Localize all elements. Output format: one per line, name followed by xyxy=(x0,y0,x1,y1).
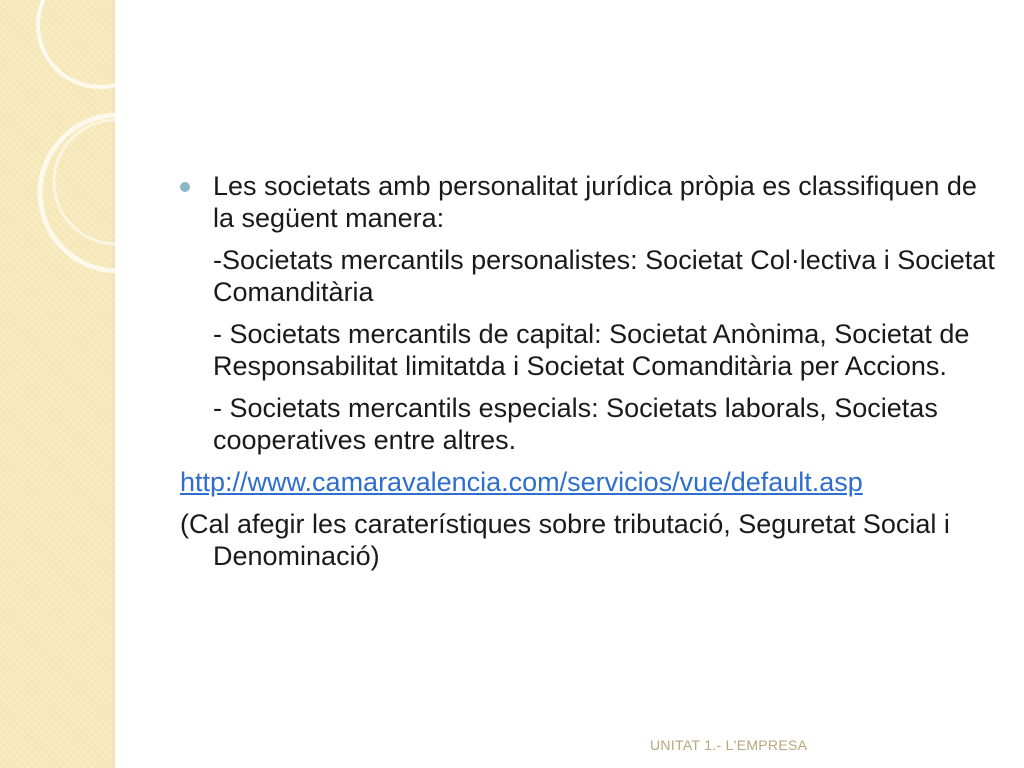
link-paragraph xyxy=(180,466,1000,498)
item-personalistes: -Societats mercantils personalistes: Societat Col·lectiva i Societat Comanditària xyxy=(213,245,995,307)
bullet-dot-icon xyxy=(180,182,190,192)
intro-text: Les societats amb personalitat jurídica pròpia es classifiquen de la següent manera: xyxy=(213,171,977,233)
note-text: (Cal afegir les caraterístiques sobre tributació, Seguretat Social i Denominació) xyxy=(180,509,950,571)
ring-inner xyxy=(54,120,178,244)
footer-label: UNITAT 1.- L'EMPRESA xyxy=(650,737,808,753)
ring-top xyxy=(38,0,162,87)
camara-valencia-link[interactable]: http://www.camaravalencia.com/servicios/vue/default.asp xyxy=(180,467,863,497)
bullet-intro xyxy=(180,170,1000,234)
item-capital: - Societats mercantils de capital: Societat Anònima, Societat de Responsabilitat limitatda i Societat Comanditària per Accions. xyxy=(213,319,970,381)
slide-content xyxy=(180,170,1000,572)
item-especials: - Societats mercantils especials: Societats laborals, Societas cooperatives entre altres. xyxy=(213,393,938,455)
ring-middle xyxy=(40,115,196,271)
